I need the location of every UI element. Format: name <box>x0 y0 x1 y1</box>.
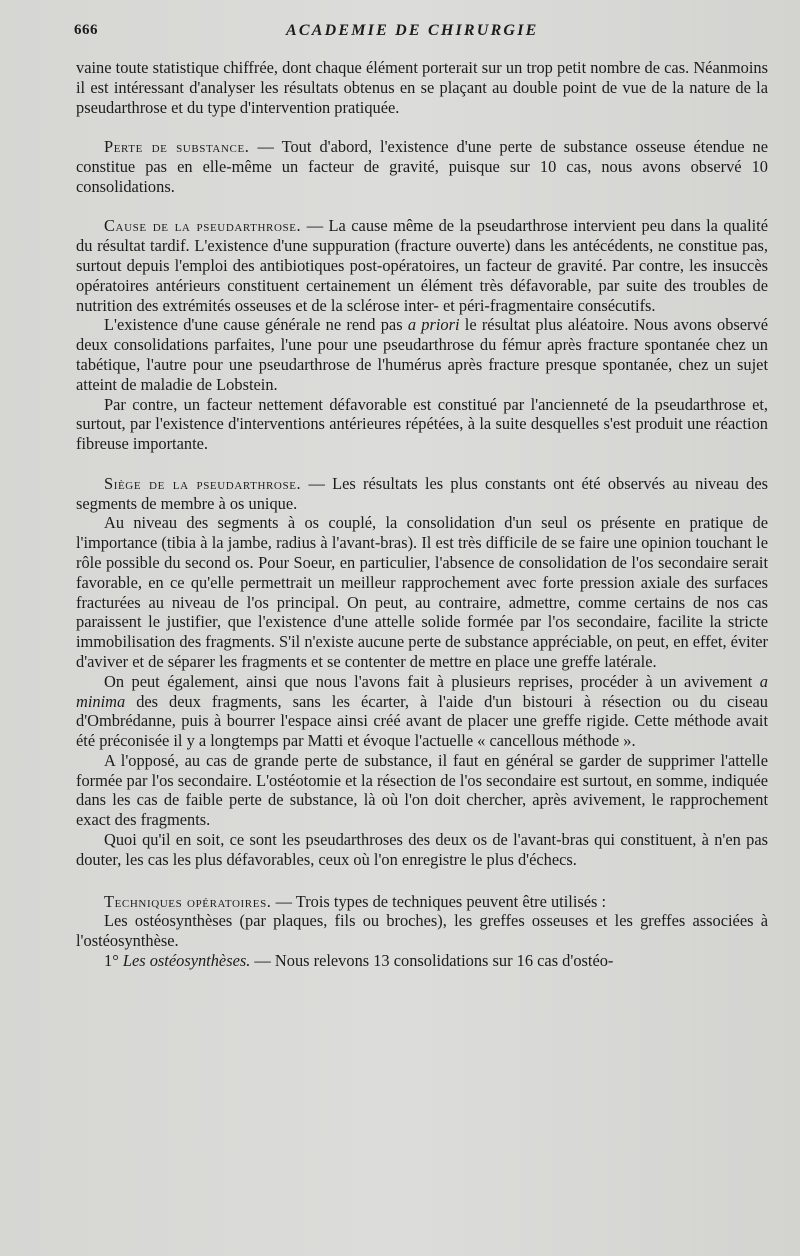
paragraph-avant-bras: Quoi qu'il en soit, ce sont les pseudarthroses des deux os de l'avant-bras qui constituent, à n'en pas douter, les cas les plus défavorables, ceux où l'on enregistre le plus d'échecs. <box>76 830 768 869</box>
section-heading-siege: Siège de la pseudarthrose. <box>104 473 302 493</box>
paragraph-text: — Les résultats les plus constants ont été observés au niveau des segments de membre à os unique. <box>76 473 768 513</box>
paragraph-cause <box>76 216 768 315</box>
paragraph-text: L'existence d'une cause générale ne rend pas <box>104 315 408 335</box>
paragraph-os-couple: Au niveau des segments à os couplé, la consolidation d'un seul os présente en pratique de l'importance (tibia à la jambe, radius à l'avant-bras). Il est très difficile de se faire une opinion touchant le rôle possible du second os. Pour Soeur, en particulier, l'absence de consolidation de l'os secondaire serait favorable, en ce qu'elle permettrait un meilleur rapprochement avec forte pression axiale des surfaces fracturées au niveau de l'os principal. On peut, au contraire, admettre, comme certains de nos cas paraissent le justifier, que l'existence d'une attelle solide formée par l'os secondaire, facilite la stricte immobilisation des fragments. S'il n'existe aucune perte de substance appréciable, on peut, en effet, éviter d'aviver et de séparer les fragments et se contenter de mettre en place une greffe latérale. <box>76 513 768 671</box>
paragraph-intro: vaine toute statistique chiffrée, dont chaque élément porterait sur un trop petit nombre de cas. Néanmoins il est intéressant d'analyser les résultats obtenus en se plaçant au double point de vue de la nature de la pseudarthrose et du type d'intervention pratiquée. <box>76 58 768 117</box>
italic-text: a minima <box>76 671 768 711</box>
paragraph-text: — La cause même de la pseudarthrose intervient peu dans la qualité du résultat tardif. L'existence d'une suppuration (fracture ouverte) dans les antécédents, ne constitue pas, surtout depuis l'emploi des antibiotiques post-opératoires, un facteur de gravité. Par contre, les insuccès opératoires antérieurs constituent certainement un élément très défavorable, par suite des troubles de nutrition des extrémités osseuses et de la sclérose inter- et péri-fragmentaire consécutifs. <box>76 216 769 315</box>
paragraph-text: — Tout d'abord, l'existence d'une perte de substance osseuse étendue ne constitue pas en elle-même un facteur de gravité, puisque sur 10 cas, nous avons observé 10 consolidations. <box>76 137 768 196</box>
italic-text: a priori <box>407 315 460 335</box>
italic-heading-osteosyntheses: Les ostéosynthèses. <box>122 951 251 971</box>
paragraph-anciennete: Par contre, un facteur nettement défavorable est constitué par l'ancienneté de la pseudarthrose et, surtout, par l'existence d'interventions antérieures répétées, à la suite desquelles s'est produit une réaction fibreuse importante. <box>76 394 768 454</box>
section-heading-cause: Cause de la pseudarthrose. <box>104 216 302 236</box>
body-text <box>76 58 768 971</box>
paragraph-siege <box>76 474 768 514</box>
paragraph-avivement <box>76 672 768 751</box>
paragraph-cause-generale <box>76 315 768 394</box>
paragraph-text: — Nous relevons 13 consolidations sur 16 cas d'ostéo- <box>250 951 614 971</box>
paragraph-text: des deux fragments, sans les écarter, à l'aide d'un bistouri à résection ou du ciseau d'Ombrédanne, puis à bourrer l'espace ainsi créé avant de placer une greffe rigide. Cette méthode avait été préconisée il y a longtemps par Matti et évoque l'actuelle « cancellous méthode ». <box>76 691 768 751</box>
paragraph-techniques <box>76 892 768 912</box>
section-heading-perte-de-substance: Perte de substance. <box>104 137 250 157</box>
page-number: 666 <box>74 22 98 38</box>
paragraph-osteosyntheses <box>76 951 768 971</box>
list-number: 1° <box>104 951 123 971</box>
paragraph-text: On peut également, ainsi que nous l'avons fait à plusieurs reprises, procéder à un avivement <box>104 671 760 691</box>
paragraph-types-techniques: Les ostéosynthèses (par plaques, fils ou broches), les greffes osseuses et les greffes associées à l'ostéosynthèse. <box>76 911 768 951</box>
section-heading-techniques: Techniques opératoires. <box>104 891 272 911</box>
paragraph-text: le résultat plus aléatoire. Nous avons observé deux consolidations parfaites, l'une pour une pseudarthrose du fémur après fracture spontanée chez un tabétique, l'autre pour une pseudarthrose de l'humérus après fracture presque spontanée, chez un sujet atteint de maladie de Lobstein. <box>76 315 768 394</box>
paragraph-perte-de-substance <box>76 137 768 196</box>
paragraph-text: — Trois types de techniques peuvent être utilisés : <box>271 891 607 911</box>
running-title: ACADEMIE DE CHIRURGIE <box>286 22 539 39</box>
paragraph-grande-perte: A l'opposé, au cas de grande perte de substance, il faut en général se garder de supprimer l'attelle formée par l'os secondaire. L'ostéotomie et la résection de l'os secondaire est surtout, en somme, indiquée dans les cas de faible perte de substance, là où l'on doit chercher, après avivement, le rapprochement exact des fragments. <box>76 750 768 830</box>
page-header <box>74 22 764 46</box>
